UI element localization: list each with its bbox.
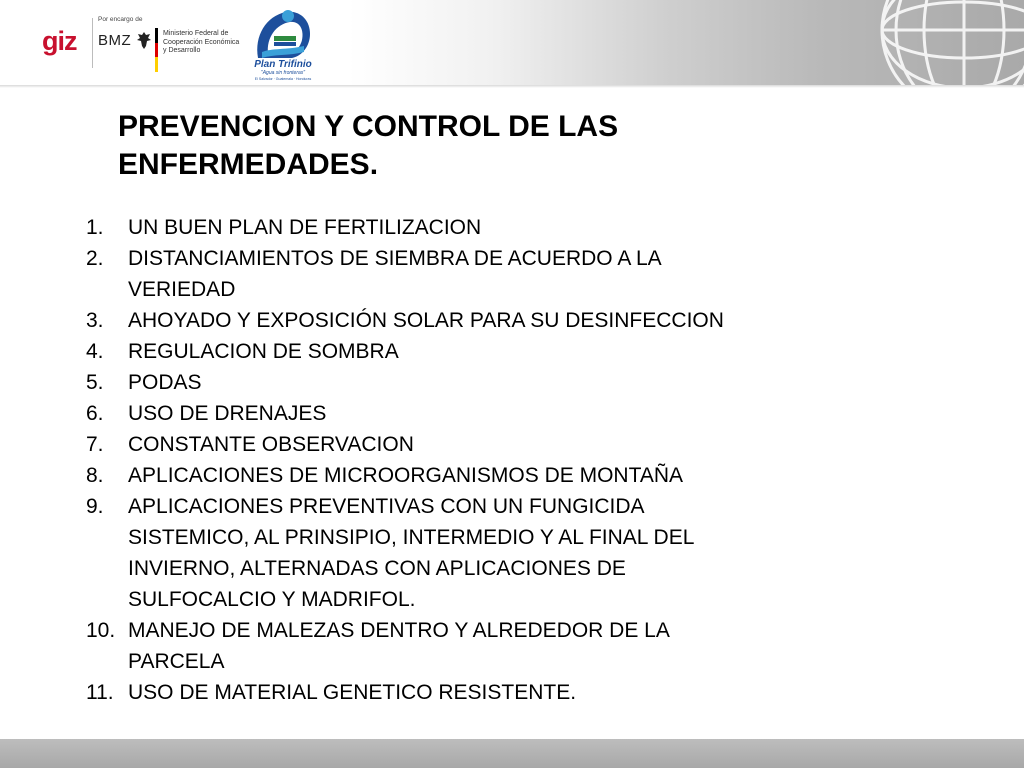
- list-item-number: 4.: [86, 340, 104, 363]
- list-item: [86, 460, 866, 491]
- prevention-list: [86, 212, 866, 708]
- plan-trifinio-logo: [248, 6, 318, 82]
- giz-logo: giz: [42, 26, 77, 56]
- plan-trifinio-name: Plan Trifinio: [254, 59, 312, 70]
- list-item-text: USO DE MATERIAL GENETICO RESISTENTE.: [128, 681, 577, 704]
- ministry-text: Ministerio Federal de Cooperación Económica y Desarrollo: [163, 30, 240, 54]
- por-encargo-text: Por encargo de: [98, 16, 143, 23]
- list-item: [86, 305, 866, 336]
- list-item-number: 6.: [86, 402, 104, 425]
- flag-stripe-black: [155, 28, 158, 43]
- flag-stripe-gold: [155, 57, 158, 72]
- flag-stripe-red: [155, 43, 158, 58]
- list-item-text: AHOYADO Y EXPOSICIÓN SOLAR PARA SU DESINFECCION: [128, 309, 724, 332]
- list-item-text: MANEJO DE MALEZAS DENTRO Y ALREDEDOR DE LA: [128, 619, 670, 642]
- list-item-text: USO DE DRENAJES: [128, 402, 327, 425]
- list-item-text: VERIEDAD: [128, 278, 236, 301]
- list-item-text: DISTANCIAMIENTOS DE SIEMBRA DE ACUERDO A LA: [128, 247, 662, 270]
- partner-logos: [22, 0, 342, 85]
- list-item-number: 8.: [86, 464, 104, 487]
- list-item: [86, 615, 866, 677]
- list-item: [86, 243, 866, 305]
- list-item-text: SULFOCALCIO Y MADRIFOL.: [128, 588, 416, 611]
- german-flag-stripe: [155, 28, 158, 72]
- list-item-text: INVIERNO, ALTERNADAS CON APLICACIONES DE: [128, 557, 626, 580]
- bmz-logo: BMZ: [98, 32, 132, 49]
- slide-header: [0, 0, 1024, 85]
- list-item-number: 2.: [86, 247, 104, 270]
- list-item-text: SISTEMICO, AL PRINSIPIO, INTERMEDIO Y AL FINAL DEL: [128, 526, 695, 549]
- globe-icon: [874, 0, 1024, 85]
- slide-title: PREVENCION Y CONTROL DE LAS ENFERMEDADES.: [118, 110, 619, 181]
- list-item: [86, 212, 866, 243]
- list-item-number: 3.: [86, 309, 104, 332]
- logo-divider: [92, 18, 93, 68]
- slide-footer-bar: [0, 739, 1024, 768]
- plan-trifinio-motto: "Agua sin fronteras": [260, 70, 306, 76]
- list-item: [86, 429, 866, 460]
- list-item-number: 11.: [86, 681, 114, 704]
- list-item-text: UN BUEN PLAN DE FERTILIZACION: [128, 216, 482, 239]
- list-item-text: PARCELA: [128, 650, 225, 673]
- list-item-text: APLICACIONES DE MICROORGANISMOS DE MONTAÑA: [128, 464, 684, 487]
- list-item: [86, 367, 866, 398]
- list-item-number: 5.: [86, 371, 104, 394]
- list-item: [86, 677, 866, 708]
- list-item-number: 7.: [86, 433, 104, 456]
- list-item-number: 1.: [86, 216, 104, 239]
- eagle-icon: [136, 30, 152, 50]
- list-item-number: 9.: [86, 495, 104, 518]
- list-item-text: APLICACIONES PREVENTIVAS CON UN FUNGICIDA: [128, 495, 645, 518]
- list-item-number: 10.: [86, 619, 116, 642]
- list-item: [86, 398, 866, 429]
- header-divider: [0, 85, 1024, 88]
- list-item-text: PODAS: [128, 371, 202, 394]
- plan-trifinio-countries: El Salvador · Guatemala · Honduras: [254, 77, 312, 81]
- list-item: [86, 491, 866, 615]
- list-item-text: REGULACION DE SOMBRA: [128, 340, 399, 363]
- list-item-text: CONSTANTE OBSERVACION: [128, 433, 414, 456]
- list-item: [86, 336, 866, 367]
